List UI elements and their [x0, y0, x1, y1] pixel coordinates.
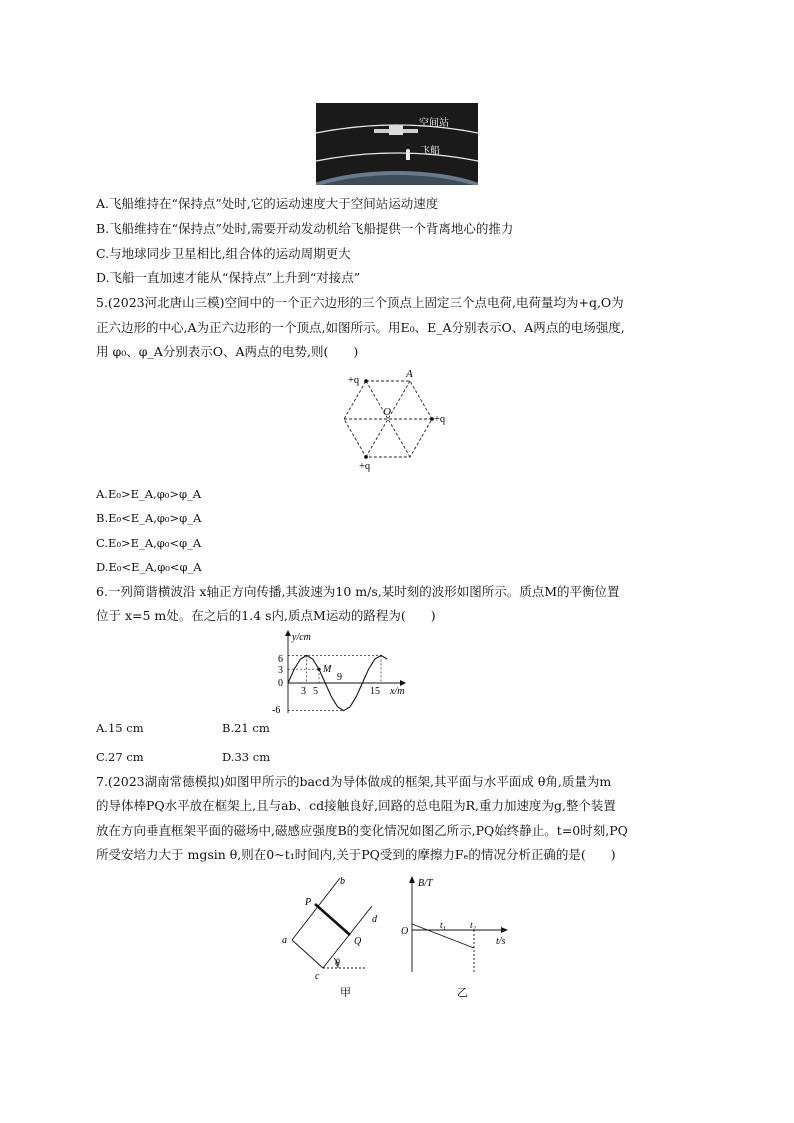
q5-option-b: B.E₀<E_A,φ₀>φ_A	[96, 511, 202, 525]
label-d: d	[372, 914, 377, 925]
label-t1: t₁	[440, 921, 446, 931]
label-p: P	[305, 897, 312, 908]
q4-option-b: B.飞船维持在“保持点”处时,需要开动发动机给飞船提供一个背离地心的推力	[96, 221, 514, 236]
y-tick-neg6: -6	[272, 705, 281, 716]
center-label-o: O	[383, 406, 391, 418]
q7-stem-line4: 所受安培力大于 mgsin θ,则在0~t₁时间内,关于PQ受到的摩擦力Fₑ的情况分析正确的是( )	[96, 847, 616, 862]
q6-option-b: B.21 cm	[222, 721, 270, 735]
space-station-figure	[316, 103, 478, 185]
q5-stem-line2: 正六边形的中心,A为正六边形的一个顶点,如图所示。用E₀、E_A分别表示O、A两点的电场强度,	[96, 320, 625, 335]
y-axis-label: y/cm	[292, 632, 311, 643]
q5-option-d: D.E₀<E_A,φ₀<φ_A	[96, 560, 202, 574]
q4-option-a: A.飞船维持在“保持点”处时,它的运动速度大于空间站运动速度	[96, 196, 439, 211]
y-tick-0: 0	[278, 678, 283, 689]
q4-option-d: D.飞船一直加速才能从“保持点”上升到“对接点”	[96, 270, 361, 285]
vertex-label-a: A	[406, 368, 413, 380]
hexagon-figure	[340, 366, 460, 472]
frame-figure-jia	[278, 872, 382, 1000]
charge-label-bottom: +q	[359, 461, 371, 472]
q6-option-c: C.27 cm	[96, 750, 144, 764]
q7-stem-line1: 7.(2023湖南常德模拟)如图甲所示的bacd为导体做成的框架,其平面与水平面成 θ角,质量为m	[96, 774, 612, 789]
y-tick-3: 3	[278, 665, 283, 676]
conductor-rod-pq	[315, 904, 350, 935]
q6-option-d: D.33 cm	[222, 750, 271, 764]
charge-label-right: +q	[434, 414, 446, 425]
point-m-label: M	[323, 664, 332, 675]
station-label: 空间站	[419, 118, 449, 129]
q6-stem-line1: 6.一列简谐横波沿 x轴正方向传播,其波速为10 m/s,某时刻的波形如图所示。质点M的平衡位置	[96, 584, 620, 599]
q6-stem-line2: 位于 x=5 m处。在之后的1.4 s内,质点M运动的路程为( )	[96, 608, 436, 623]
label-a: a	[282, 935, 287, 946]
q7-stem-line2: 的导体棒PQ水平放在框架上,且与ab、cd接触良好,回路的总电阻为R,重力加速度为g,整个装置	[96, 798, 616, 813]
x-tick-3: 3	[301, 686, 306, 697]
label-t2: t₂	[470, 921, 476, 931]
q5-option-a: A.E₀>E_A,φ₀>φ_A	[96, 487, 202, 501]
point-m-marker	[317, 668, 320, 671]
label-origin: O	[401, 926, 409, 937]
x-tick-9: 9	[337, 672, 342, 683]
b-t-graph-yi	[398, 872, 518, 1000]
q7-stem-line3: 放在方向垂直框架平面的磁场中,磁感应强度B的变化情况如图乙所示,PQ始终静止。t=0时刻,PQ	[96, 823, 628, 838]
label-q: Q	[354, 936, 362, 947]
ship-label: 飞船	[420, 146, 440, 157]
charge-label-top: +q	[348, 375, 360, 386]
q4-option-c: C.与地球同步卫星相比,组合体的运动周期更大	[96, 246, 351, 261]
q5-stem-line1: 5.(2023河北唐山三模)空间中的一个正六边形的三个顶点上固定三个点电荷,电荷量均为+q,O为	[96, 295, 624, 310]
x-tick-15: 15	[370, 686, 380, 697]
x-axis-label: x/m	[390, 686, 405, 697]
q5-option-c: C.E₀>E_A,φ₀<φ_A	[96, 536, 202, 550]
label-theta: θ	[335, 958, 340, 969]
caption-jia: 甲	[340, 987, 351, 999]
caption-yi: 乙	[457, 987, 468, 999]
label-b: b	[340, 876, 345, 887]
label-c: c	[315, 971, 320, 982]
wave-chart	[270, 628, 420, 720]
x-tick-5: 5	[313, 686, 318, 697]
q5-stem-line3: 用 φ₀、φ_A分别表示O、A两点的电势,则( )	[96, 344, 359, 359]
label-t-axis: t/s	[496, 936, 506, 947]
q6-option-a: A.15 cm	[96, 721, 144, 735]
y-tick-6: 6	[278, 654, 283, 665]
label-b-axis: B/T	[418, 878, 433, 889]
